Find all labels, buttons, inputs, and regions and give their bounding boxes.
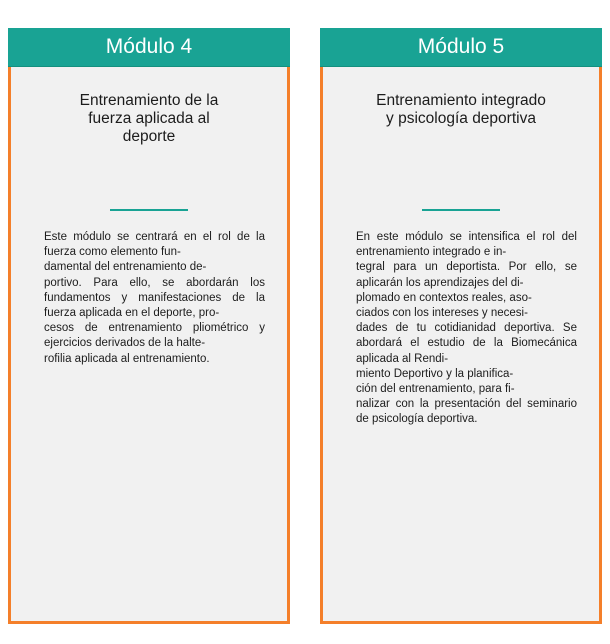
module-4-description-line: damental del entrenamiento de- [44, 261, 207, 274]
module-4-title-line: fuerza aplicada al [88, 110, 210, 127]
module-4-description-line: la fuerza aplicada en el deporte, pro- [44, 291, 265, 320]
module-5-description-line: miento Deportivo y la planifica- [356, 367, 514, 380]
module-5-description-line: tegral para un deportista. Por ello, [356, 261, 557, 274]
module-4-description [44, 230, 265, 367]
module-5-description-line: ción del entrenamiento, para fi- [356, 383, 515, 396]
module-4-title [31, 92, 267, 146]
module-5-description-line: Se abordará el estudio de la [356, 322, 577, 350]
module-5-description-line: dades de tu cotidianidad deportiva. [356, 322, 555, 335]
module-4-title-line: deporte [122, 128, 176, 145]
module-5-header: Módulo 5 [320, 28, 602, 67]
module-4-description-line: y ejercicios derivados de la halte- [44, 322, 265, 350]
module-4-description-line: cesos de entrenamiento pliométrico [44, 322, 249, 335]
module-4-description-line: Este módulo se centrará en el rol [44, 231, 231, 243]
module-5-description [356, 230, 577, 428]
module-5-description-line: nalizar con la presentación del [356, 398, 522, 411]
module-5-description-line: ciados con los intereses y necesi- [356, 307, 528, 320]
module-5-description-line: Biomecánica aplicada al Rendi- [356, 337, 578, 365]
module-5-description-line: seminario de psicología deportiva. [356, 398, 577, 426]
module-5-description-line: del entrenamiento integrado e in- [356, 231, 577, 259]
module-5-title [343, 92, 579, 128]
module-4-title-line: Entrenamiento de la [79, 92, 219, 109]
module-4-description-line: de la fuerza como elemento fun- [44, 231, 265, 259]
module-5-title-line: Entrenamiento integrado [376, 92, 546, 109]
module-5-divider [422, 209, 500, 211]
module-4-description-line: portivo. Para ello, se abordarán los [44, 276, 265, 289]
module-5-description-line: plomado en contextos reales, aso- [356, 291, 532, 304]
module-4-divider [110, 209, 188, 211]
module-5-description-line: se aplicarán los aprendizajes del di- [356, 261, 577, 289]
module-5-card [320, 28, 602, 624]
module-4-description-line: fundamentos y manifestaciones de [44, 291, 246, 304]
module-4-description-line: rofilia aplicada al entrenamiento. [44, 352, 210, 365]
module-4-header: Módulo 4 [8, 28, 290, 67]
module-5-description-line: En este módulo se intensifica el rol [356, 231, 555, 243]
module-4-card [8, 28, 290, 624]
module-5-title-line: y psicología deportiva [386, 110, 536, 127]
